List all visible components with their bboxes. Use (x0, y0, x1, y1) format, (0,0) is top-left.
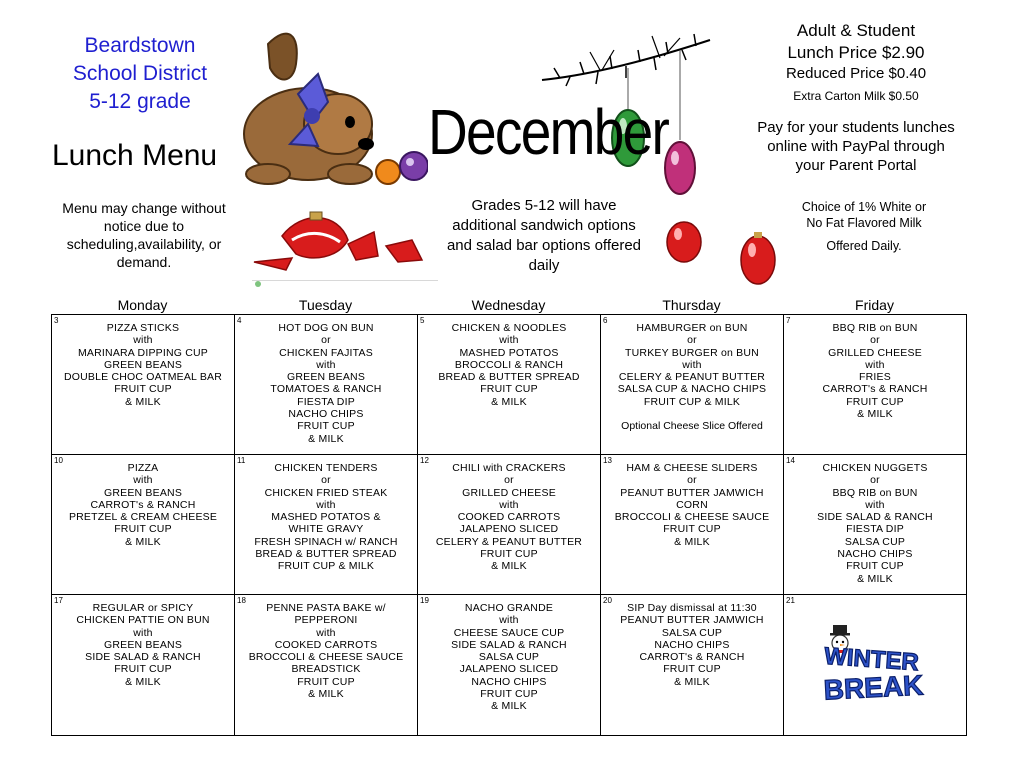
menu-item: & MILK (125, 395, 161, 408)
extra-milk-price: Extra Carton Milk $0.50 (793, 89, 919, 103)
day-cell (418, 455, 601, 595)
day-cell (418, 595, 601, 736)
menu-items (52, 322, 234, 408)
menu-item: FRUIT CUP (846, 395, 904, 408)
menu-item: JALAPENO SLICED (459, 523, 559, 536)
menu-item: with (865, 498, 885, 511)
menu-item: PRETZEL & CREAM CHEESE (68, 511, 218, 524)
day-cell (784, 315, 967, 455)
menu-item: JALAPENO SLICED (459, 663, 559, 676)
day-cell (418, 315, 601, 455)
district-line-1: Beardstown (84, 34, 196, 57)
reduced-price: Reduced Price $0.40 (785, 65, 927, 82)
menu-item: SIDE SALAD & RANCH (85, 651, 201, 664)
menu-item: or (870, 334, 880, 347)
menu-item: CELERY & PEANUT BUTTER (618, 371, 766, 384)
menu-item: DOUBLE CHOC OATMEAL BAR (63, 371, 223, 384)
menu-items (418, 602, 600, 713)
menu-item: FRUIT CUP (480, 383, 538, 396)
menu-items (784, 322, 966, 420)
day-cell (52, 595, 235, 736)
menu-item: BROCCOLI & CHEESE SAUCE (614, 511, 770, 524)
menu-item: & MILK (308, 432, 344, 445)
menu-items (235, 322, 417, 445)
menu-item: FRUIT CUP (846, 560, 904, 573)
menu-item: with (133, 474, 153, 487)
day-header-tuesday: Tuesday (298, 297, 353, 313)
day-header-monday: Monday (117, 297, 168, 313)
menu-item: COOKED CARROTS (274, 638, 378, 651)
menu-item: with (316, 626, 336, 639)
day-header-thursday: Thursday (662, 297, 721, 313)
menu-item: SALSA CUP (661, 626, 723, 639)
week-row (52, 595, 967, 736)
day-cell (601, 595, 784, 736)
date-number: 13 (603, 456, 612, 465)
menu-items (784, 462, 966, 585)
menu-item: CHICKEN FAJITAS (279, 346, 373, 359)
day-cell (601, 455, 784, 595)
menu-item: BREAD & BUTTER SPREAD (438, 371, 580, 384)
menu-item: CHICKEN NUGGETS (822, 462, 928, 474)
menu-item: NACHO CHIPS (654, 638, 730, 651)
broken-ornament-illustration (252, 200, 442, 292)
menu-item: FRUIT CUP (480, 548, 538, 561)
menu-item: CELERY & PEANUT BUTTER (435, 535, 583, 548)
menu-item: or (321, 334, 331, 347)
menu-item: MARINARA DIPPING CUP (77, 346, 209, 359)
menu-item: SIDE SALAD & RANCH (817, 511, 933, 524)
adult-student-label: Adult & Student (796, 21, 916, 40)
menu-item: CHICKEN & NOODLES (451, 322, 567, 334)
menu-items (601, 462, 783, 548)
menu-item: CARROT's & RANCH (822, 383, 928, 396)
menu-item: & MILK (125, 675, 161, 688)
day-cell (235, 315, 418, 455)
day-cell (235, 595, 418, 736)
menu-item: PEANUT BUTTER JAMWICH (620, 614, 764, 627)
menu-calendar-grid (51, 314, 967, 736)
menu-item: COOKED CARROTS (457, 511, 561, 524)
grades-options-note: Grades 5-12 will have additional sandwich options and salad bar options offered daily (446, 197, 642, 274)
menu-items (52, 602, 234, 688)
menu-item: CHICKEN FRIED STEAK (264, 486, 388, 499)
date-number: 20 (603, 596, 612, 605)
menu-item: BREAD & BUTTER SPREAD (255, 548, 397, 561)
menu-item: REGULAR or SPICY (92, 602, 194, 614)
menu-item: with (133, 334, 153, 347)
menu-item: with (865, 358, 885, 371)
menu-item: with (316, 358, 336, 371)
menu-item: HAMBURGER on BUN (636, 322, 748, 334)
menu-item: or (321, 474, 331, 487)
menu-item: & MILK (857, 572, 893, 585)
menu-item: or (504, 474, 514, 487)
day-cell (52, 315, 235, 455)
menu-item: SIDE SALAD & RANCH (451, 638, 567, 651)
menu-item: CORN (676, 498, 708, 511)
day-header-wednesday: Wednesday (471, 297, 546, 313)
menu-item: & MILK (674, 535, 710, 548)
menu-item: with (499, 614, 519, 627)
district-name (40, 32, 240, 116)
date-number: 11 (237, 456, 246, 465)
day-header-friday: Friday (855, 297, 894, 313)
menu-item: HAM & CHEESE SLIDERS (626, 462, 758, 474)
menu-item: with (499, 334, 519, 347)
menu-item: GREEN BEANS (103, 358, 183, 371)
date-number: 18 (237, 596, 246, 605)
milk-offered-text: Offered Daily. (826, 239, 902, 253)
menu-item: PIZZA STICKS (106, 322, 180, 334)
menu-items (601, 322, 783, 432)
menu-title: Lunch Menu (52, 139, 218, 172)
milk-choice-text: Choice of 1% White or No Fat Flavored Milk (801, 200, 927, 230)
menu-item: FRUIT CUP (480, 688, 538, 701)
menu-item: & MILK (491, 560, 527, 573)
menu-item: BREADSTICK (291, 663, 361, 676)
menu-item: PENNE PASTA BAKE w/ (266, 602, 386, 614)
menu-item: PEPPERONI (294, 614, 358, 627)
menu-items (418, 462, 600, 573)
milk-choice-info (796, 200, 932, 255)
menu-item: NACHO CHIPS (471, 675, 547, 688)
menu-item: NACHO CHIPS (837, 548, 913, 561)
menu-item: & MILK (308, 688, 344, 701)
menu-item: GRILLED CHEESE (828, 346, 922, 359)
menu-item: WHITE GRAVY (288, 523, 364, 536)
day-cell (52, 455, 235, 595)
menu-item: GREEN BEANS (103, 486, 183, 499)
menu-item: TOMATOES & RANCH (270, 383, 382, 396)
menu-item: GREEN BEANS (103, 638, 183, 651)
menu-item: FIESTA DIP (297, 395, 355, 408)
menu-item: or (687, 334, 697, 347)
menu-item: CARROT's & RANCH (639, 651, 745, 664)
date-number: 4 (237, 316, 242, 325)
day-cell (235, 455, 418, 595)
menu-item: FRUIT CUP (114, 383, 172, 396)
menu-item: NACHO GRANDE (464, 602, 554, 614)
menu-item: SIP Day dismissal at 11:30 (627, 602, 757, 614)
district-line-3: 5-12 grade (89, 90, 191, 113)
date-number: 21 (786, 596, 795, 605)
menu-item: FRESH SPINACH w/ RANCH (254, 535, 398, 548)
day-cell (784, 595, 967, 736)
winter-break-line-1: WINTER (823, 642, 920, 677)
menu-item: CHICKEN TENDERS (274, 462, 378, 474)
menu-note: Optional Cheese Slice Offered (621, 420, 763, 433)
menu-item: BROCCOLI & CHEESE SAUCE (248, 651, 404, 664)
menu-item: & MILK (491, 700, 527, 713)
red-ornaments-illustration (660, 218, 790, 294)
menu-item: GRILLED CHEESE (462, 486, 556, 499)
week-row (52, 315, 967, 455)
winter-break-line-2: BREAK (822, 669, 925, 706)
menu-item: FRUIT CUP (297, 675, 355, 688)
menu-item: CHEESE SAUCE CUP (453, 626, 565, 639)
menu-item: CHILI with CRACKERS (452, 462, 566, 474)
menu-item: MASHED POTATOS & (271, 511, 381, 524)
menu-item: FRUIT CUP (663, 523, 721, 536)
date-number: 10 (54, 456, 63, 465)
menu-item: BROCCOLI & RANCH (454, 358, 564, 371)
month-title: December (428, 96, 669, 168)
menu-item: & MILK (857, 408, 893, 421)
menu-item: SALSA CUP (844, 535, 906, 548)
menu-items (235, 462, 417, 573)
menu-item: FRUIT CUP & MILK (277, 560, 375, 573)
menu-item: with (499, 498, 519, 511)
menu-item: HOT DOG ON BUN (278, 322, 374, 334)
menu-item: PEANUT BUTTER JAMWICH (620, 486, 764, 499)
menu-item: FIESTA DIP (846, 523, 904, 536)
menu-item: with (316, 498, 336, 511)
menu-item: CHICKEN PATTIE ON BUN (76, 614, 210, 627)
day-cell (601, 315, 784, 455)
menu-items (52, 462, 234, 548)
week-row (52, 455, 967, 595)
lunch-price: Lunch Price $2.90 (787, 43, 925, 62)
menu-item: SALSA CUP (478, 651, 540, 664)
puppy-with-bow-illustration (238, 24, 428, 194)
menu-item: with (133, 626, 153, 639)
date-number: 12 (420, 456, 429, 465)
menu-item: & MILK (674, 675, 710, 688)
menu-item: FRUIT CUP (663, 663, 721, 676)
menu-item: BBQ RIB on BUN (832, 322, 918, 334)
date-number: 6 (603, 316, 608, 325)
date-number: 17 (54, 596, 63, 605)
menu-item: FRUIT CUP (297, 420, 355, 433)
menu-item: BBQ RIB on BUN (832, 486, 918, 499)
price-info (756, 20, 956, 109)
paypal-note: Pay for your students lunches online with PayPal through your Parent Portal (757, 119, 955, 174)
menu-change-notice: Menu may change without notice due to scheduling,availability, or demand. (62, 200, 226, 270)
menu-items (235, 602, 417, 700)
menu-item: GREEN BEANS (286, 371, 366, 384)
menu-items (601, 602, 783, 688)
menu-item: & MILK (491, 395, 527, 408)
menu-items (418, 322, 600, 408)
date-number: 7 (786, 316, 791, 325)
menu-item: FRUIT CUP (114, 663, 172, 676)
menu-item: PIZZA (127, 462, 159, 474)
menu-item: with (682, 358, 702, 371)
menu-item: or (687, 474, 697, 487)
winter-break-logo (796, 623, 946, 709)
date-number: 3 (54, 316, 59, 325)
menu-item: or (870, 474, 880, 487)
menu-item: NACHO CHIPS (288, 408, 364, 421)
menu-item: FRUIT CUP & MILK (643, 395, 741, 408)
district-line-2: School District (72, 62, 208, 85)
menu-item: FRIES (859, 371, 891, 384)
menu-item: CARROT's & RANCH (90, 498, 196, 511)
date-number: 14 (786, 456, 795, 465)
menu-item: SALSA CUP & NACHO CHIPS (617, 383, 767, 396)
date-number: 5 (420, 316, 425, 325)
menu-item: TURKEY BURGER on BUN (625, 346, 759, 359)
menu-item: FRUIT CUP (114, 523, 172, 536)
menu-item: & MILK (125, 535, 161, 548)
date-number: 19 (420, 596, 429, 605)
menu-item: MASHED POTATOS (459, 346, 559, 359)
day-cell (784, 455, 967, 595)
